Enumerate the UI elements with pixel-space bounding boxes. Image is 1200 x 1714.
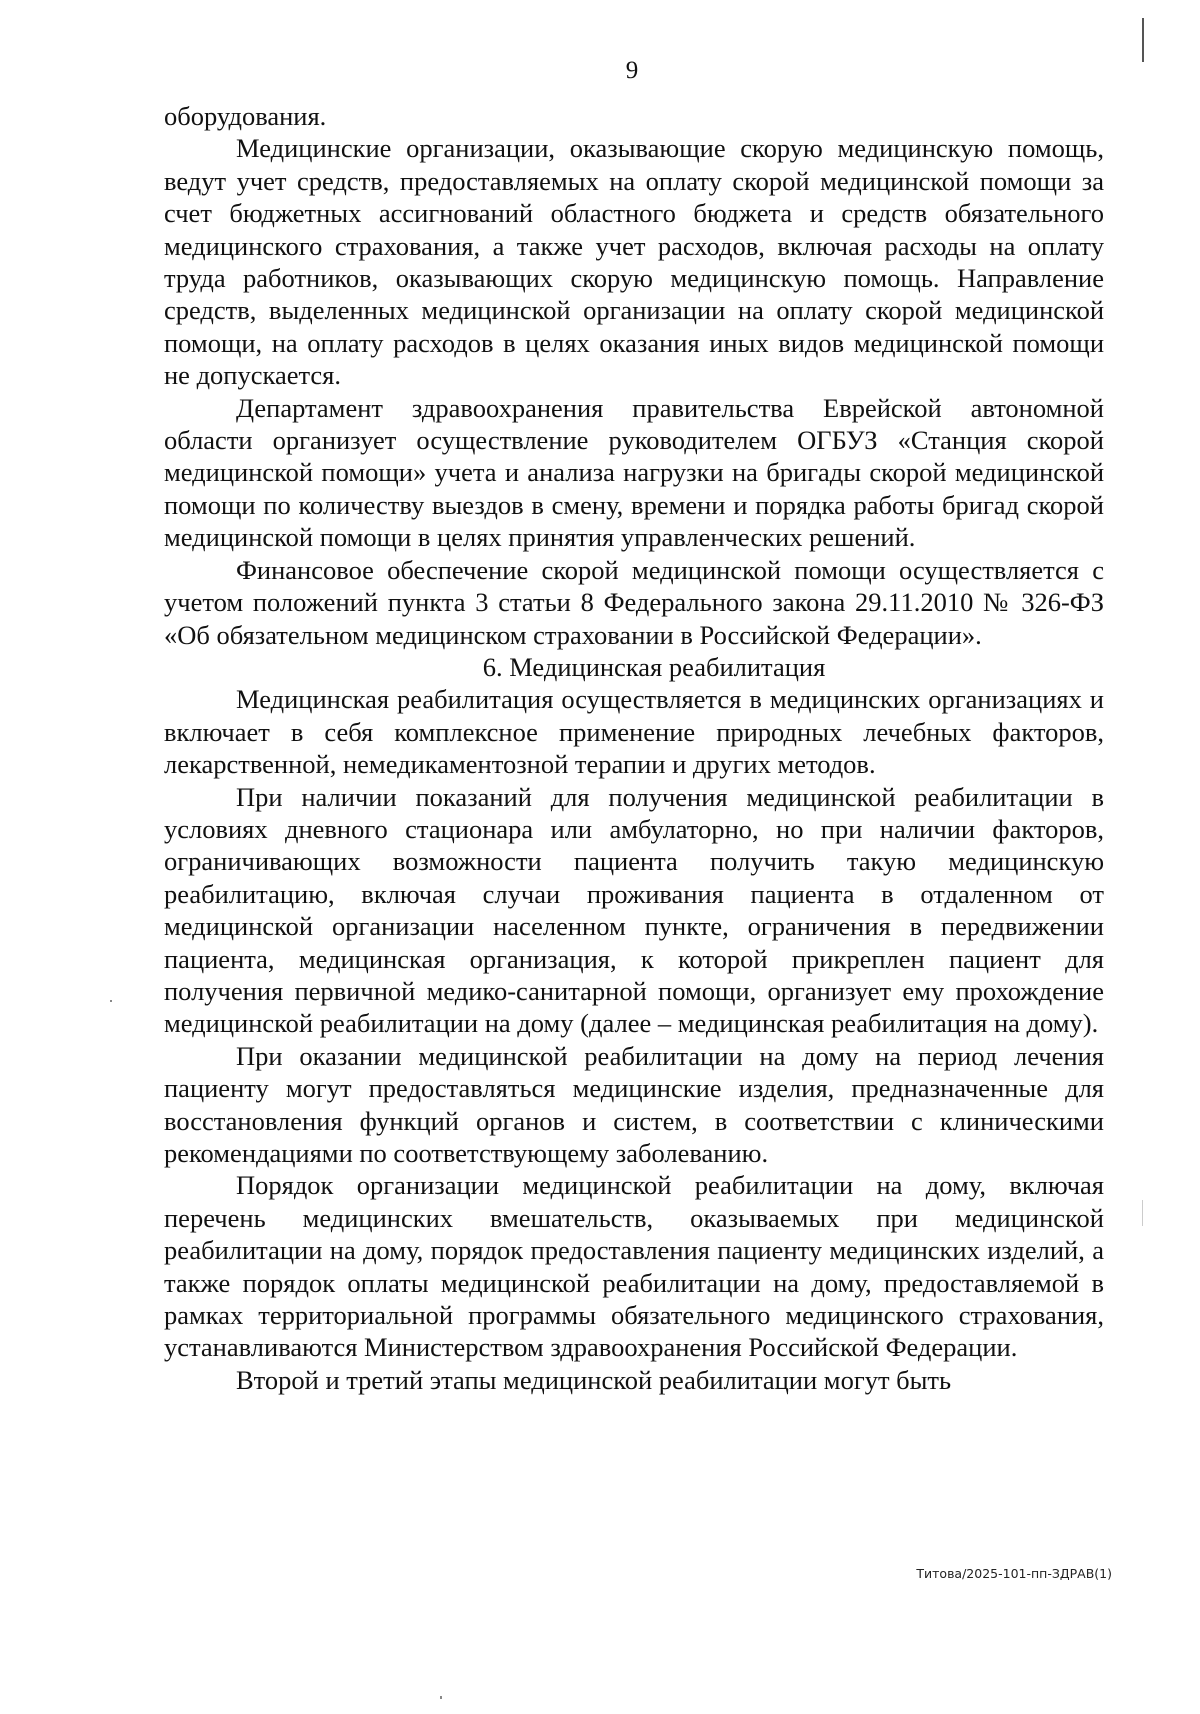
paragraph-rehab-stages: Второй и третий этапы медицинской реабилитации могут быть bbox=[236, 1364, 952, 1395]
section-heading: 6. Медицинская реабилитация bbox=[482, 651, 826, 682]
paragraph-home-rehab: При наличии показаний для получения медицинской реабилитации в условиях дневного стационара или амбулаторно, но при наличии факторов, ограничивающих возможности пациента получить такую медицинскую реабилитацию, включая случаи проживания пациента в отдаленном от медицинской организации населенном пункте, ограничения в передвижении пациента, медицинская организация, к которой прикреплен пациент для получения первичной медико-санитарной помощи, организует ему прохождение медицинской реабилитации на дому (далее – медицинская реабилитация на дому). bbox=[164, 781, 1104, 1039]
paragraph-home-rehab-procedure: Порядок организации медицинской реабилитации на дому, включая перечень медицинских вмешательств, оказываемых при медицинской реабилитации на дому, порядок предоставления пациенту медицинских изделий, а также порядок оплаты медицинской реабилитации на дому, предоставляемой в рамках территориальной программы обязательного медицинского страхования, устанавливаются Министерством здравоохранения Российской Федерации. bbox=[164, 1170, 1104, 1363]
paragraph-financing: Финансовое обеспечение скорой медицинской помощи осуществляется с учетом положений пункта 3 статьи 8 Федерального закона 29.11.2010 № 326-ФЗ «Об обязательном медицинском страховании в Российской Федерации». bbox=[164, 554, 1104, 650]
paragraph-rehab-definition: Медицинская реабилитация осуществляется в медицинских организациях и включает в себя комплексное применение природных лечебных факторов, лекарственной, немедикаментозной терапии и других методов. bbox=[164, 684, 1104, 780]
document-footer-code: Титова/2025-101-пп-ЗДРАВ(1) bbox=[916, 1566, 1112, 1581]
document-body bbox=[164, 100, 1104, 1396]
scan-speck bbox=[110, 1000, 112, 1002]
paragraph-ambulance-accounting: Медицинские организации, оказывающие скорую медицинскую помощь, ведут учет средств, предоставляемых на оплату скорой медицинской помощи за счет бюджетных ассигнований областного бюджета и средств обязательного медицинского страхования, а также учет расходов, включая расходы на оплату труда работников, оказывающих скорую медицинскую помощь. Направление средств, выделенных медицинской организации на оплату скорой медицинской помощи, на оплату расходов в целях оказания иных видов медицинской помощи не допускается. bbox=[164, 133, 1104, 391]
paragraph-medical-devices: При оказании медицинской реабилитации на дому на период лечения пациенту могут предоставляться медицинские изделия, предназначенные для восстановления функций органов и систем, в соответствии с клиническими рекомендациями по соответствующему заболеванию. bbox=[164, 1040, 1104, 1168]
scan-speck bbox=[1142, 1200, 1143, 1226]
page-number: 9 bbox=[625, 57, 639, 84]
paragraph-continuation: оборудования. bbox=[164, 101, 327, 131]
paragraph-department-analysis: Департамент здравоохранения правительства Еврейской автономной области организует осуществление руководителем ОГБУЗ «Станция скорой медицинской помощи» учета и анализа нагрузки на бригады скорой медицинской помощи по количеству выездов в смену, времени и порядка работы бригад скорой медицинской помощи в целях принятия управленческих решений. bbox=[164, 392, 1104, 553]
scan-speck bbox=[440, 1696, 442, 1699]
